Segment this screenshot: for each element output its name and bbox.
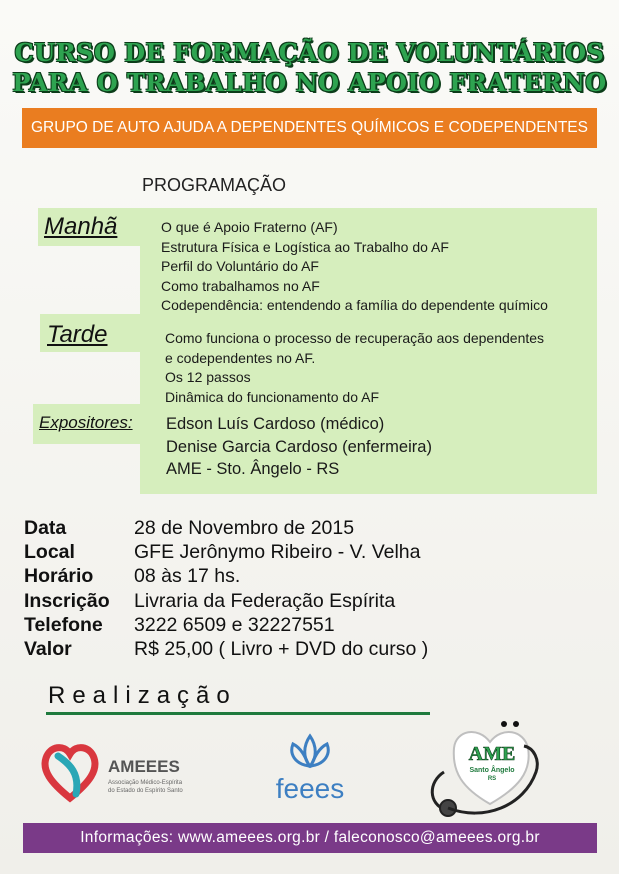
info-row-local <box>24 540 428 564</box>
info-row-data <box>24 516 428 540</box>
course-title-line-1: CURSO DE FORMAÇÃO DE VOLUNTÁRIOS <box>14 38 605 67</box>
info-value: 3222 6509 e 32227551 <box>134 613 335 636</box>
ame-logo-subtext: Santo Ângelo <box>469 767 515 774</box>
manha-list <box>161 218 548 316</box>
info-label: Local <box>24 541 75 564</box>
info-row-inscricao <box>24 589 428 613</box>
info-row-horario <box>24 564 428 588</box>
svg-text:RS: RS <box>487 776 497 782</box>
info-value: 28 de Novembro de 2015 <box>134 517 355 539</box>
group-subtitle-banner <box>22 108 597 148</box>
info-label: Data <box>24 517 67 539</box>
manha-label: Manhã <box>44 213 118 240</box>
list-item: e codependentes no AF. <box>165 349 316 366</box>
info-value: 08 às 17 hs. <box>134 565 241 588</box>
list-item: AME - Sto. Ângelo - RS <box>166 460 340 478</box>
info-label: Inscrição <box>24 589 110 612</box>
expositores-list <box>166 413 432 481</box>
ameees-logo-subtext: Associação Médico-Espírita <box>108 780 183 786</box>
info-label: Telefone <box>24 613 103 636</box>
info-value: R$ 25,00 ( Livro + DVD do curso ) <box>134 637 429 660</box>
tarde-label: Tarde <box>47 321 108 348</box>
list-item: Perfil do Voluntário do AF <box>161 258 319 274</box>
list-item: Os 12 passos <box>165 369 251 385</box>
course-title-line-2: PARA O TRABALHO NO APOIO FRATERNO <box>12 68 607 97</box>
list-item: Como funciona o processo de recuperação aos dependentes <box>165 330 545 346</box>
group-subtitle: GRUPO DE AUTO AJUDA A DEPENDENTES QUÍMICOS E CODEPENDENTES <box>31 119 588 136</box>
ame-logo <box>424 712 554 824</box>
info-value: GFE Jerônymo Ribeiro - V. Velha <box>134 541 421 564</box>
info-value: Livraria da Federação Espírita <box>134 589 396 612</box>
list-item: Dinâmica do funcionamento do AF <box>165 388 380 405</box>
programacao-heading: PROGRAMAÇÃO <box>142 175 287 195</box>
event-info <box>24 516 428 661</box>
info-row-valor <box>24 637 428 661</box>
feees-logo-text: feees <box>275 773 345 804</box>
expositores-label: Expositores: <box>39 413 133 432</box>
list-item: Codependência: entendendo a família do dependente químico <box>161 297 548 313</box>
svg-text:do Estado do Espírito Santo: do Estado do Espírito Santo <box>108 788 183 794</box>
info-row-telefone <box>24 613 428 637</box>
list-item: Edson Luís Cardoso (médico) <box>166 415 385 433</box>
contact-footer <box>23 823 597 853</box>
feees-logo <box>265 726 355 812</box>
tarde-list <box>165 329 544 407</box>
contact-footer-text: Informações: www.ameees.org.br / faleconosco@ameees.org.br <box>80 829 540 846</box>
realizacao-divider <box>46 712 430 715</box>
list-item: Como trabalhamos no AF <box>161 277 320 294</box>
info-label: Horário <box>24 565 94 588</box>
list-item: Estrutura Física e Logística ao Trabalho do AF <box>161 238 449 255</box>
realizacao-heading: Realização <box>48 682 237 709</box>
list-item: Denise Garcia Cardoso (enfermeira) <box>166 437 432 456</box>
ame-logo-text: AME <box>468 743 516 765</box>
ameees-logo <box>40 734 220 806</box>
ameees-logo-text: AMEEES <box>108 757 180 776</box>
info-label: Valor <box>24 637 72 660</box>
list-item: O que é Apoio Fraterno (AF) <box>161 219 338 235</box>
